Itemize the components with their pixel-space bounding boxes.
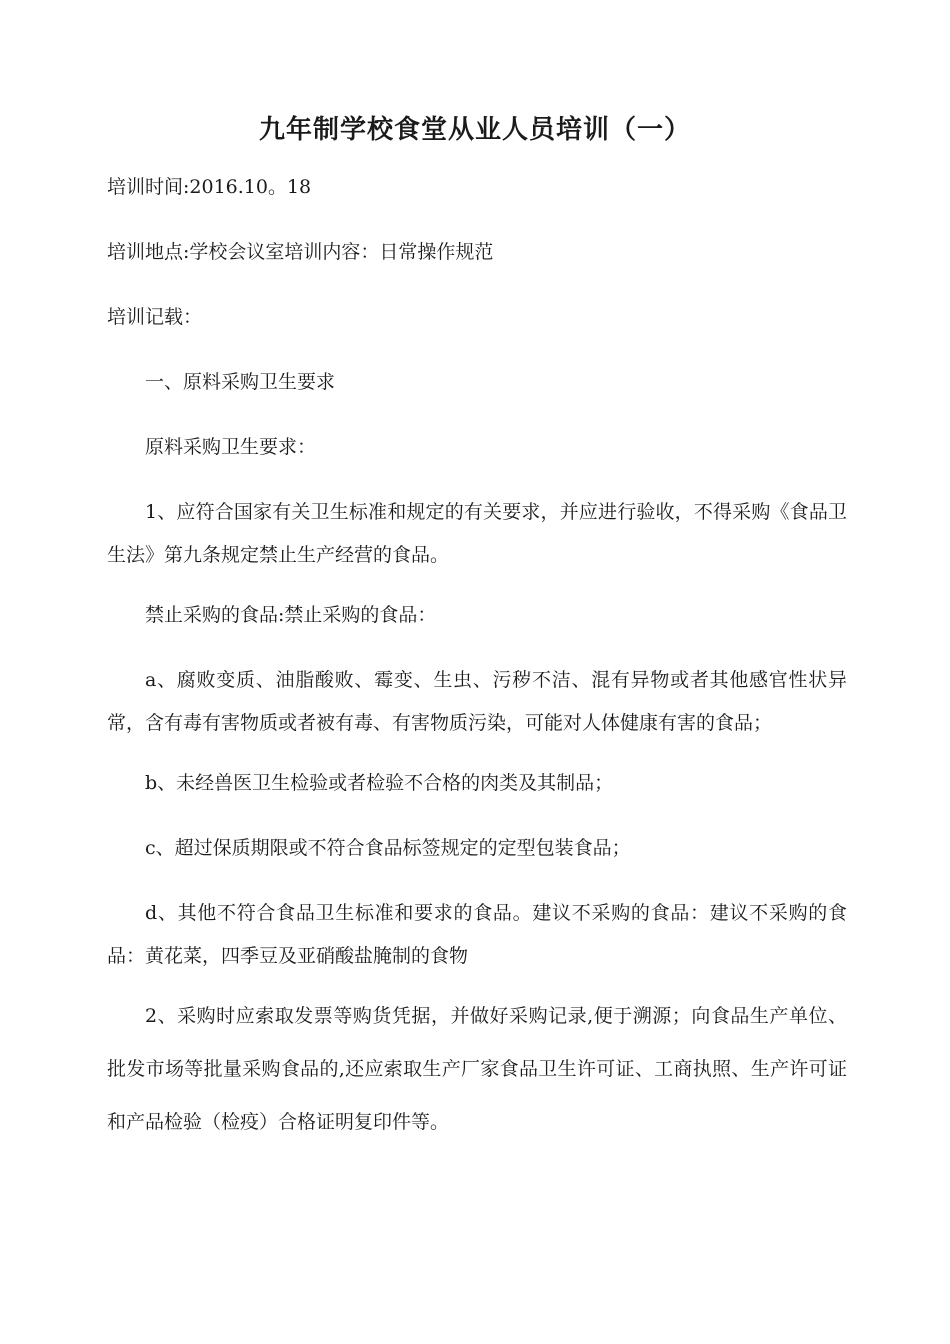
training-record-label: 培训记载：	[107, 306, 203, 328]
document-body	[107, 171, 847, 1149]
training-time: 培训时间:2016.10。18	[107, 176, 312, 198]
paragraph-item-c: c、超过保质期限或不符合食品标签规定的定型包装食品；	[145, 837, 631, 859]
paragraph-item-d: d、其他不符合食品卫生标准和要求的食品。建议不采购的食品：建议不采购的食品：黄花菜，四季豆及亚硝酸盐腌制的食物	[107, 902, 847, 967]
paragraph-item-1: 1、应符合国家有关卫生标准和规定的有关要求，并应进行验收，不得采购《食品卫生法》第九条规定禁止生产经营的食品。	[107, 501, 847, 566]
training-place: 培训地点:学校会议室培训内容：日常操作规范	[107, 241, 494, 263]
paragraph-item-b: b、未经兽医卫生检验或者检验不合格的肉类及其制品；	[145, 772, 614, 794]
paragraph-item-a: a、腐败变质、油脂酸败、霉变、生虫、污秽不洁、混有异物或者其他感官性状异常，含有毒有害物质或者被有毒、有害物质污染，可能对人体健康有害的食品；	[107, 669, 847, 734]
paragraph-item-2: 2、采购时应索取发票等购货凭据，并做好采购记录,便于溯源；向食品生产单位、批发市场等批量采购食品的,还应索取生产厂家食品卫生许可证、工商执照、生产许可证和产品检验（检疫）合格证明复印件等。	[107, 1005, 847, 1133]
document-title: 九年制学校食堂从业人员培训（一）	[258, 115, 691, 145]
section-heading: 一、原料采购卫生要求	[145, 371, 336, 393]
forbidden-foods-heading: 禁止采购的食品:禁止采购的食品：	[145, 604, 437, 626]
section-subheading: 原料采购卫生要求：	[145, 436, 317, 458]
